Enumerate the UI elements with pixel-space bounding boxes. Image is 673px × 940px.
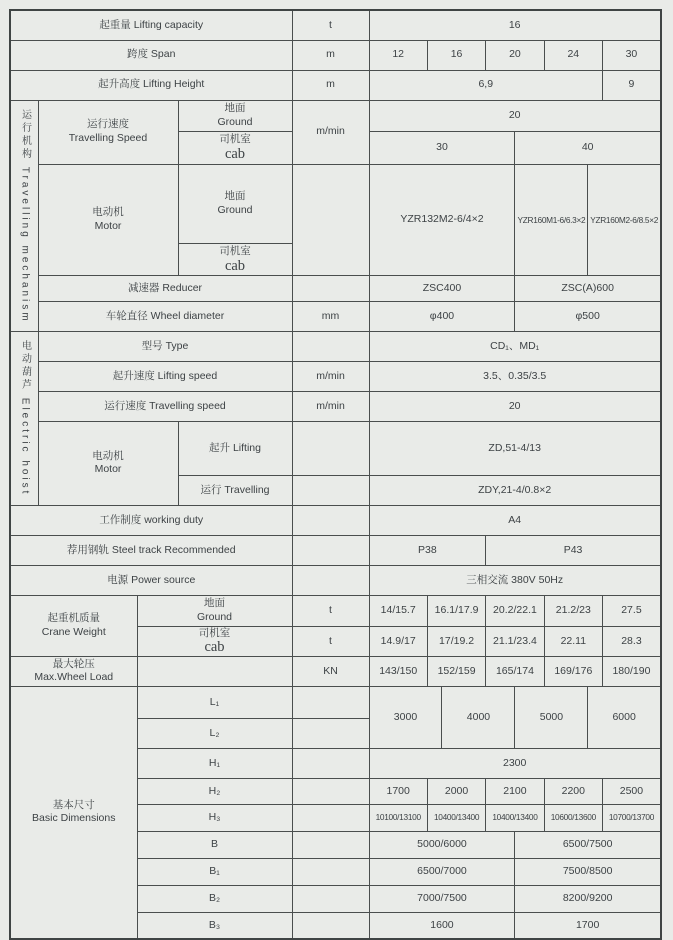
sublabel-ground-en: Ground (217, 115, 253, 128)
value-wheel-load-1: 143/150 (369, 656, 427, 686)
value-travel-speed-ground: 20 (369, 100, 661, 131)
value-dim-h3-3: 10400/13400 (486, 804, 544, 831)
label-crane-weight-en: Crane Weight (41, 625, 106, 638)
value-wheel-diameter-500: φ500 (515, 302, 661, 332)
label-crane-weight (10, 595, 137, 656)
value-lifting-capacity: 16 (369, 10, 661, 40)
sublabel-dim-b3: B₃ (137, 912, 292, 939)
value-reducer-1: ZSC400 (369, 276, 515, 302)
unit-dim-b1 (292, 858, 369, 885)
label-basic-dimensions (10, 686, 137, 939)
unit-hoist-motor-travelling (292, 475, 369, 505)
value-span-20: 20 (486, 40, 544, 70)
sublabel-cab-cn: 司机室 (219, 133, 251, 146)
unit-lifting-capacity: t (292, 10, 369, 40)
sublabel-ground (178, 100, 292, 131)
label-steel-track: 荐用钢轨 Steel track Recommended (10, 535, 292, 565)
label-travel-motor-cn: 电动机 (92, 206, 124, 219)
value-dim-l-5000: 5000 (515, 686, 588, 748)
value-dim-b1-2: 7500/8500 (515, 858, 661, 885)
group-travelling-mechanism: 运行机构 Travelling mechanism (10, 100, 38, 332)
label-span: 跨度 Span (10, 40, 292, 70)
sublabel-max-wheel-load-empty (137, 656, 292, 686)
value-dim-h2-4: 2200 (544, 778, 602, 804)
sublabel-crane-weight-cab-cn: 司机室 (198, 626, 231, 639)
sublabel-dim-h3: H₃ (137, 804, 292, 831)
value-dim-b-1: 5000/6000 (369, 831, 515, 858)
row-travel-speed-ground (10, 100, 661, 131)
unit-crane-weight-cab: t (292, 626, 369, 656)
value-dim-h3-5: 10700/13700 (603, 804, 661, 831)
value-working-duty: A4 (369, 505, 661, 535)
label-hoist-motor (38, 422, 178, 505)
row-hoist-motor-lifting (10, 422, 661, 475)
label-travelling-speed-en: Travelling Speed (68, 132, 148, 144)
row-lifting-height (10, 70, 661, 100)
unit-dim-h1 (292, 748, 369, 778)
sublabel-dim-l2: L₂ (137, 718, 292, 748)
value-hoist-motor-lifting: ZD,51-4/13 (369, 422, 661, 475)
row-working-duty (10, 505, 661, 535)
unit-working-duty (292, 505, 369, 535)
value-steel-track-p43: P43 (486, 535, 661, 565)
label-travelling-speed-cn: 运行速度 (87, 118, 129, 131)
unit-dim-h2 (292, 778, 369, 804)
label-crane-weight-cn: 起重机质量 (47, 612, 100, 624)
value-span-30: 30 (603, 40, 661, 70)
sublabel-dim-b2: B₂ (137, 885, 292, 912)
value-wheel-load-4: 169/176 (544, 656, 602, 686)
row-steel-track (10, 535, 661, 565)
row-lifting-capacity (10, 10, 661, 40)
unit-reducer (292, 276, 369, 302)
value-travel-speed-cab-40: 40 (515, 131, 661, 164)
unit-span: m (292, 40, 369, 70)
unit-travelling-speed: m/min (292, 100, 369, 164)
label-travelling-speed (38, 100, 178, 164)
row-hoist-lifting-speed (10, 362, 661, 392)
value-travel-motor-3: YZR160M2-6/8.5×2 (588, 164, 661, 276)
sublabel-dim-b: B (137, 831, 292, 858)
value-dim-l-3000: 3000 (369, 686, 442, 748)
value-crane-cab-2: 17/19.2 (427, 626, 485, 656)
value-dim-l-6000: 6000 (588, 686, 661, 748)
sublabel-crane-weight-ground-en: Ground (196, 610, 233, 623)
sublabel-dim-b1: B₁ (137, 858, 292, 885)
sublabel-motor-ground-en: Ground (217, 203, 253, 216)
value-wheel-load-5: 180/190 (603, 656, 661, 686)
sublabel-hoist-motor-travelling: 运行 Travelling (178, 475, 292, 505)
sublabel-ground-cn: 地面 (224, 101, 246, 114)
value-crane-cab-4: 22.11 (544, 626, 602, 656)
label-max-wheel-load (10, 656, 137, 686)
value-hoist-type: CD₁、MD₁ (369, 332, 661, 362)
sublabel-crane-weight-ground-cn: 地面 (204, 597, 225, 609)
value-travel-motor-2: YZR160M1-6/6.3×2 (515, 164, 588, 276)
value-steel-track-p38: P38 (369, 535, 486, 565)
value-span-24: 24 (544, 40, 602, 70)
value-hoist-travelling-speed: 20 (369, 392, 661, 422)
unit-dim-l1 (292, 686, 369, 718)
value-travel-speed-cab-30: 30 (369, 131, 515, 164)
label-hoist-lifting-speed: 起升速度 Lifting speed (38, 362, 292, 392)
value-wheel-load-2: 152/159 (427, 656, 485, 686)
value-dim-b3-1: 1600 (369, 912, 515, 939)
value-crane-ground-2: 16.1/17.9 (427, 595, 485, 626)
unit-dim-h3 (292, 804, 369, 831)
label-hoist-type: 型号 Type (38, 332, 292, 362)
unit-wheel-diameter: mm (292, 302, 369, 332)
value-span-12: 12 (369, 40, 427, 70)
value-wheel-load-3: 165/174 (486, 656, 544, 686)
value-power-source: 三相交流 380V 50Hz (369, 565, 661, 595)
unit-dim-l2 (292, 718, 369, 748)
value-dim-h3-2: 10400/13400 (427, 804, 485, 831)
value-dim-h2-5: 2500 (603, 778, 661, 804)
row-max-wheel-load (10, 656, 661, 686)
row-travel-motor-ground (10, 164, 661, 244)
label-basic-dimensions-en: Basic Dimensions (32, 812, 116, 825)
label-basic-dimensions-cn: 基本尺寸 (52, 798, 95, 811)
sublabel-motor-cab-cn: 司机室 (219, 245, 251, 258)
unit-dim-b2 (292, 885, 369, 912)
label-hoist-motor-cn: 电动机 (92, 449, 124, 462)
label-lifting-capacity: 起重量 Lifting capacity (10, 10, 292, 40)
value-dim-h3-4: 10600/13600 (544, 804, 602, 831)
unit-hoist-motor-lifting (292, 422, 369, 475)
value-dim-b3-2: 1700 (515, 912, 661, 939)
row-hoist-type (10, 332, 661, 362)
group-electric-hoist: 电动葫芦 Electric hoist (10, 332, 38, 505)
value-span-16: 16 (427, 40, 485, 70)
unit-hoist-travelling-speed: m/min (292, 392, 369, 422)
value-dim-h3-1: 10100/13100 (369, 804, 427, 831)
value-dim-h2-2: 2000 (427, 778, 485, 804)
unit-steel-track (292, 535, 369, 565)
sublabel-cab-en: cab (224, 145, 246, 162)
label-working-duty: 工作制度 working duty (10, 505, 292, 535)
label-hoist-motor-en: Motor (94, 463, 122, 476)
sublabel-crane-weight-cab (137, 626, 292, 656)
unit-power-source (292, 565, 369, 595)
value-crane-ground-4: 21.2/23 (544, 595, 602, 626)
label-travel-motor-en: Motor (94, 219, 122, 232)
value-reducer-2: ZSC(A)600 (515, 276, 661, 302)
row-power-source (10, 565, 661, 595)
sublabel-motor-ground (178, 164, 292, 244)
row-span (10, 40, 661, 70)
value-dim-h2-3: 2100 (486, 778, 544, 804)
row-crane-weight-ground (10, 595, 661, 626)
sublabel-dim-h2: H₂ (137, 778, 292, 804)
row-reducer (10, 276, 661, 302)
sublabel-cab (178, 131, 292, 164)
label-hoist-travelling-speed: 运行速度 Travelling speed (38, 392, 292, 422)
value-dim-b2-1: 7000/7500 (369, 885, 515, 912)
value-crane-cab-5: 28.3 (603, 626, 661, 656)
label-wheel-diameter: 车轮直径 Wheel diameter (38, 302, 292, 332)
value-crane-ground-1: 14/15.7 (369, 595, 427, 626)
sublabel-motor-ground-cn: 地面 (224, 190, 246, 203)
label-power-source: 电源 Power source (10, 565, 292, 595)
value-hoist-lifting-speed: 3.5、0.35/3.5 (369, 362, 661, 392)
sublabel-motor-cab (178, 244, 292, 276)
label-max-wheel-load-en: Max.Wheel Load (34, 671, 114, 684)
value-crane-cab-3: 21.1/23.4 (486, 626, 544, 656)
unit-dim-b3 (292, 912, 369, 939)
unit-hoist-type (292, 332, 369, 362)
unit-dim-b (292, 831, 369, 858)
value-crane-cab-1: 14.9/17 (369, 626, 427, 656)
sublabel-dim-h1: H₁ (137, 748, 292, 778)
sublabel-dim-l1: L₁ (137, 686, 292, 718)
value-wheel-diameter-400: φ400 (369, 302, 515, 332)
label-max-wheel-load-cn: 最大轮压 (52, 657, 95, 670)
value-crane-ground-3: 20.2/22.1 (486, 595, 544, 626)
unit-hoist-lifting-speed: m/min (292, 362, 369, 392)
value-dim-h1: 2300 (369, 748, 661, 778)
crane-spec-table (9, 9, 662, 940)
label-reducer: 减速器 Reducer (38, 276, 292, 302)
sublabel-crane-weight-cab-en: cab (204, 639, 225, 656)
row-hoist-travelling-speed (10, 392, 661, 422)
row-dim-l1 (10, 686, 661, 718)
label-lifting-height: 起升高度 Lifting Height (10, 70, 292, 100)
sublabel-crane-weight-ground (137, 595, 292, 626)
unit-max-wheel-load: KN (292, 656, 369, 686)
value-lifting-height-last: 9 (603, 70, 661, 100)
value-lifting-height-main: 6,9 (369, 70, 603, 100)
value-hoist-motor-travelling: ZDY,21-4/0.8×2 (369, 475, 661, 505)
value-travel-motor-1: YZR132M2-6/4×2 (369, 164, 515, 276)
label-travel-motor (38, 164, 178, 276)
unit-crane-weight-ground: t (292, 595, 369, 626)
value-dim-h2-1: 1700 (369, 778, 427, 804)
sublabel-motor-cab-en: cab (224, 257, 246, 274)
value-dim-b1-1: 6500/7000 (369, 858, 515, 885)
value-dim-l-4000: 4000 (442, 686, 515, 748)
value-dim-b-2: 6500/7500 (515, 831, 661, 858)
unit-lifting-height: m (292, 70, 369, 100)
unit-travel-motor (292, 164, 369, 276)
row-wheel-diameter (10, 302, 661, 332)
value-dim-b2-2: 8200/9200 (515, 885, 661, 912)
value-crane-ground-5: 27.5 (603, 595, 661, 626)
sublabel-hoist-motor-lifting: 起升 Lifting (178, 422, 292, 475)
